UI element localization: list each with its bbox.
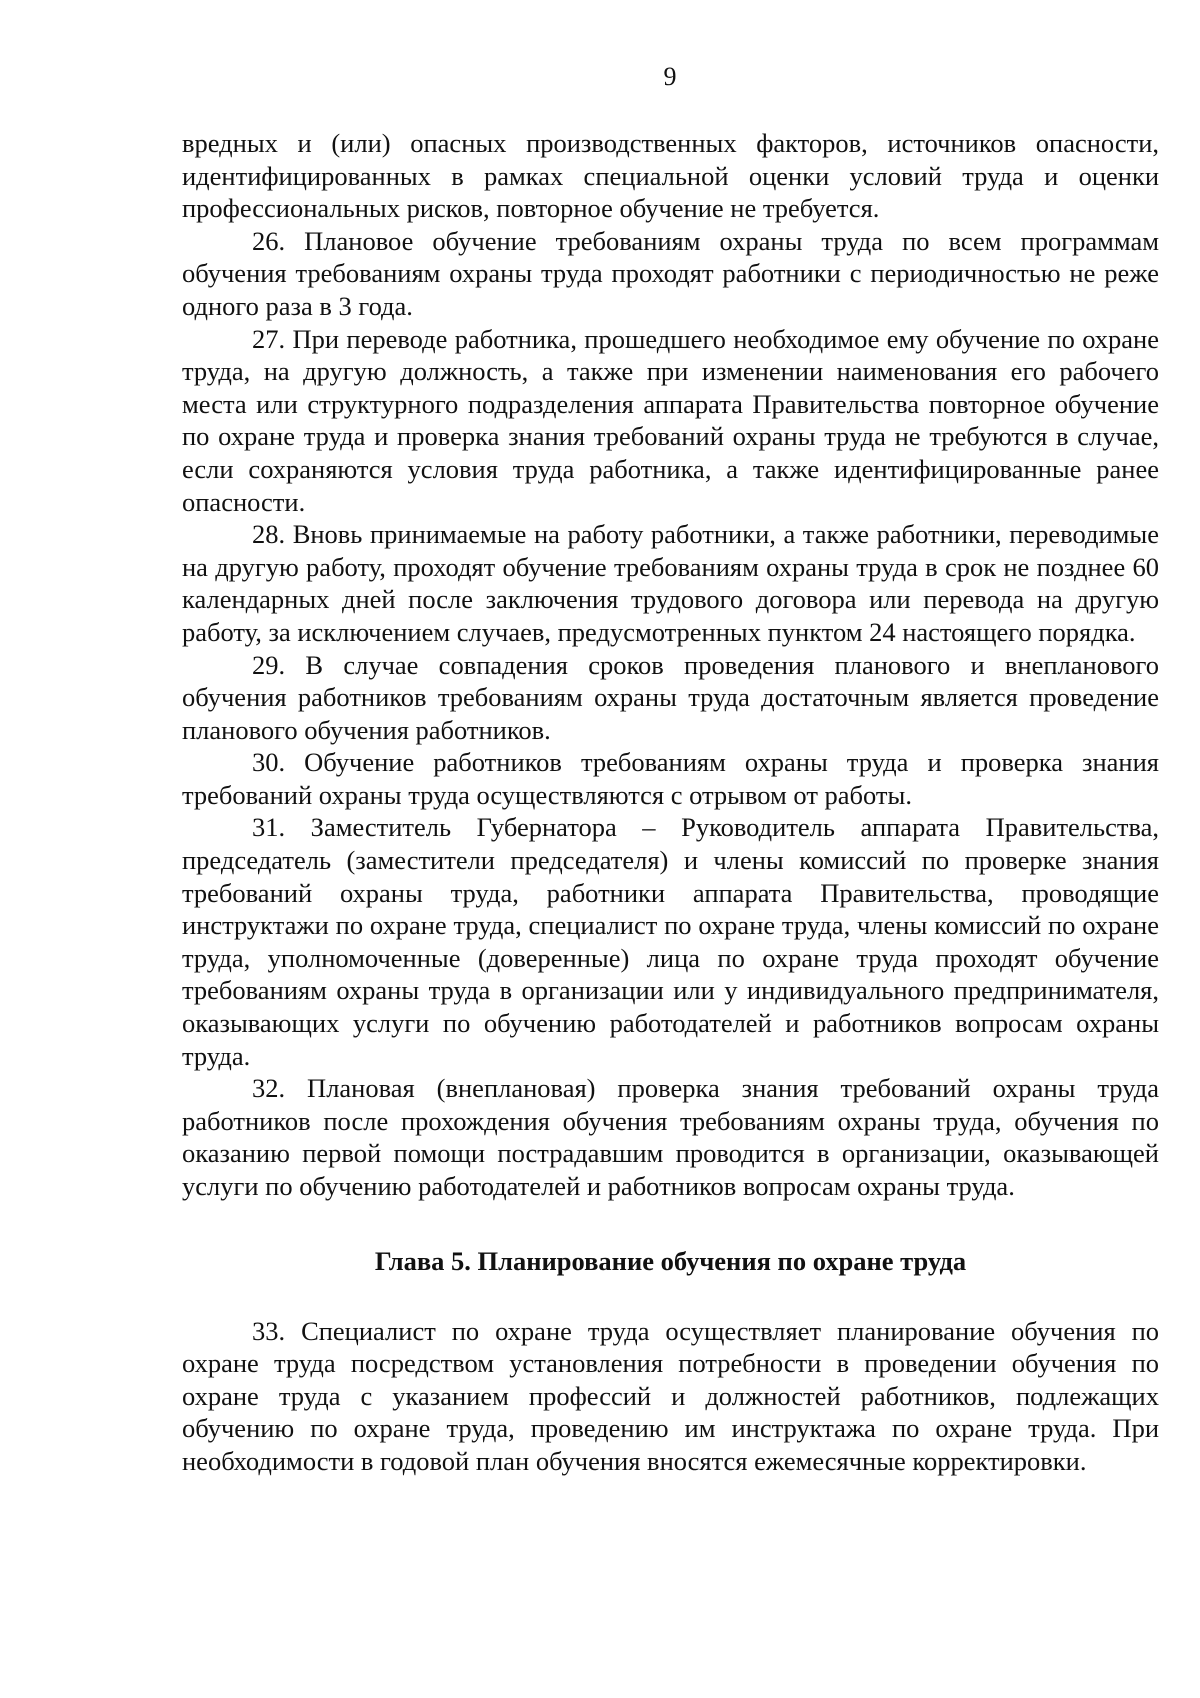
- paragraph-30: 30. Обучение работников требованиям охраны труда и проверка знания требований охраны труда осуществляются с отрывом от работы.: [182, 747, 1159, 810]
- chapter-heading: Глава 5. Планирование обучения по охране труда: [374, 1245, 967, 1276]
- paragraph-27: 27. При переводе работника, прошедшего необходимое ему обучение по охране труда, на другую должность, а также при изменении наименования его рабочего места или структурного подразделения аппарата Правительства повторное обучение по охране труда и проверка знания требований охраны труда не требуются в случае, если сохраняются условия труда работника, а также идентифицированные ранее опасности.: [182, 323, 1159, 517]
- paragraph-continuation: вредных и (или) опасных производственных факторов, источников опасности, идентифицированных в рамках специальной оценки условий труда и оценки профессиональных рисков, повторное обучение не требуется.: [182, 128, 1159, 224]
- paragraph-32: 32. Плановая (внеплановая) проверка знания требований охраны труда работников после прохождения обучения требованиям охраны труда, обучения по оказанию первой помощи пострадавшим проводится в организации, оказывающей услуги по обучению работодателей и работников вопросам охраны труда.: [182, 1073, 1159, 1201]
- paragraph-29: 29. В случае совпадения сроков проведения планового и внепланового обучения работников требованиям охраны труда достаточным является проведение планового обучения работников.: [182, 649, 1159, 745]
- paragraph-28: 28. Вновь принимаемые на работу работники, а также работники, переводимые на другую работу, проходят обучение требованиям охраны труда в срок не позднее 60 календарных дней после заключения трудового договора или перевода на другую работу, за исключением случаев, предусмотренных пунктом 24 настоящего порядка.: [182, 519, 1159, 647]
- document-body: [182, 127, 1159, 1478]
- paragraph-26: 26. Плановое обучение требованиям охраны труда по всем программам обучения требованиям охраны труда проходят работники с периодичностью не реже одного раза в 3 года.: [182, 225, 1159, 321]
- paragraph-33: 33. Специалист по охране труда осуществляет планирование обучения по охране труда посредством установления потребности в проведении обучения по охране труда с указанием профессий и должностей работников, подлежащих обучению по охране труда, проведению им инструктажа по охране труда. При необходимости в годовой план обучения вносятся ежемесячные корректировки.: [182, 1315, 1159, 1476]
- paragraph-31: 31. Заместитель Губернатора – Руководитель аппарата Правительства, председатель (заместители председателя) и члены комиссий по проверке знания требований охраны труда, работники аппарата Правительства, проводящие инструктажи по охране труда, специалист по охране труда, члены комиссий по охране труда, уполномоченные (доверенные) лица по охране труда проходят обучение требованиям охраны труда в организации или у индивидуального предпринимателя, оказывающих услуги по обучению работодателей и работников вопросам охраны труда.: [182, 812, 1159, 1071]
- page-number: 9: [663, 62, 677, 91]
